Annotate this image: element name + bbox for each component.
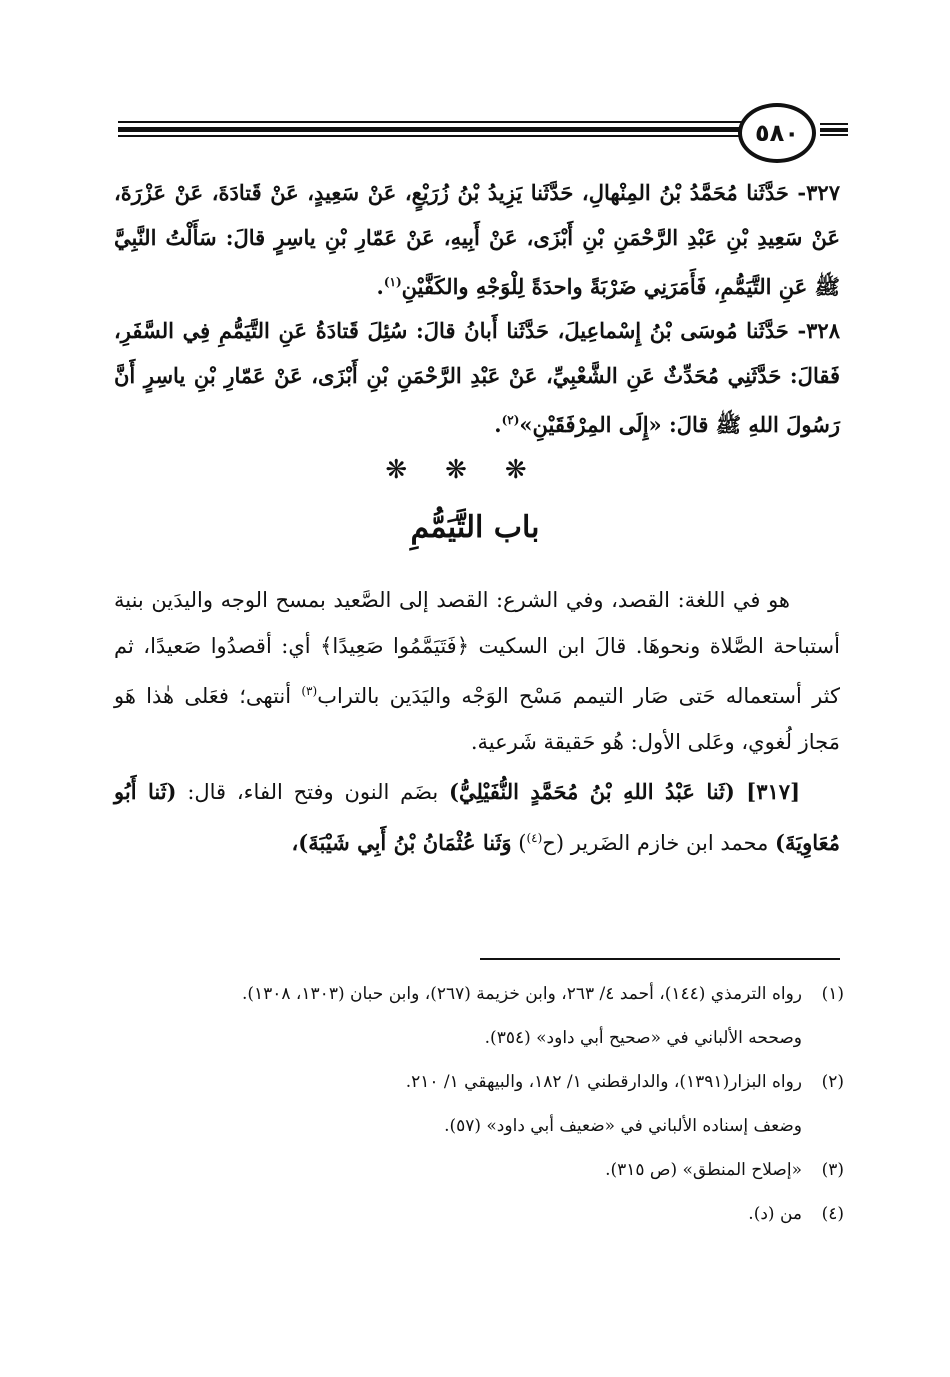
narrator-text: وَثَنا عُثْمَانُ بْنُ أَبِي شَيْبَةَ)، [291, 829, 512, 855]
footnote-number: (٣) [821, 1160, 844, 1180]
footnote-ref: (٤) [526, 830, 543, 845]
header-rule-line [820, 123, 848, 125]
footnote [114, 1104, 844, 1148]
footnote [114, 1148, 844, 1192]
narrator-text: [٣١٧] (ثَنا عَبْدُ اللهِ بْنُ مُحَمَّدٍ النُّفَيْلِيُّ) [449, 779, 800, 804]
hadith-328-text: ٣٢٨- حَدَّثَنا مُوسَى بْنُ إِسْماعِيلَ، حَدَّثَنا أَبانُ قالَ: سُئِلَ قَتادَةُ عَنِ التَّيَمُّمِ فِي السَّفَرِ، فَقالَ: حَدَّثَنِي مُحَدِّثٌ عَنِ الشَّعْبِيِّ، عَنْ عَبْدِ الرَّحْمَنِ بْنِ أَبْزَى، عَنْ عَمّارِ بْنِ ياسِرٍ أَنَّ رَسُولَ اللهِ ﷺ قالَ: «إِلَى المِرْفَقَيْنِ» [114, 318, 840, 437]
commentary-text: هو في اللغة: القصد، وفي الشرع: القصد إلى الصَّعيد بمسح الوجه واليدَين بنية أستباحة الصَّلاة ونحوهَا. قالَ ابن السكيت ﴿فَتَيَمَّمُوا صَعِيدًا﴾ أي: أقصدُوا صَعيدًا، ثم كثر أستعماله حَتى صَار التيمم مَسْح الوَجْه واليَدَين بالتراب [114, 588, 840, 708]
footnote [114, 972, 844, 1016]
commentary-text: أنتهى؛ فعَلى هٰذا هَو مَجاز لُغوي، وعَلى الأول: هُو حَقيقة شَرعية. [114, 684, 840, 754]
footnote-text: رواه البزار(١٣٩١)، والدارقطني ١/ ١٨٢، والبيهقي ١/ ٢١٠. [405, 1072, 802, 1092]
footnote-number: (٢) [821, 1072, 844, 1092]
footnote [114, 1192, 844, 1236]
footnote-divider [480, 958, 840, 960]
header-rule-line [820, 134, 848, 136]
header-rule-line [118, 135, 758, 137]
footnote [114, 1060, 844, 1104]
footnotes [114, 972, 844, 1236]
page-number: ٥٨٠ [738, 103, 816, 163]
hadith-327: ٣٢٧- حَدَّثَنا مُحَمَّدُ بْنُ المِنْهالِ، حَدَّثَنا يَزِيدُ بْنُ زُرَيْعٍ، عَنْ سَعِيدٍ، عَنْ قَتادَةَ، عَنْ عَزْرَةَ، عَنْ سَعِيدِ بْنِ عَبْدِ الرَّحْمَنِ بْنِ أَبْزَى، عَنْ أَبِيهِ، عَنْ عَمّارِ بْنِ ياسِرٍ قالَ: سَأَلْتُ النَّبِيَّ ﷺ عَنِ التَّيَمُّمِ، فَأَمَرَنِي ضَرْبَةً واحدَةً لِلْوَجْهِ والكَفَّيْنِ$^{(١)}$. [114, 180, 840, 299]
narrator-text: (ثَنا أَبُو مُعَاوِيَةَ) [114, 779, 840, 855]
header-rule [118, 118, 838, 140]
commentary-text: بضَم النون وفتح الفاء، قال: [176, 780, 450, 804]
footnote [114, 1016, 844, 1060]
commentary-text: ) [511, 830, 527, 855]
commentary-text: محمد ابن خازم الضَرير (ح [542, 830, 776, 855]
footnote-ref: (١) [383, 275, 402, 289]
header-rule-line [820, 128, 848, 132]
header-rule-line [118, 127, 758, 132]
footnote-ref: (٣) [301, 684, 318, 698]
section-separator: ❋❋❋ [385, 455, 565, 485]
footnote-number: (١) [821, 984, 844, 1004]
footnote-ref: (٢) [501, 413, 520, 427]
footnote-text: «إصلاح المنطق» (ص ٣١٥). [605, 1160, 802, 1180]
footnote-text: وصححه الألباني في «صحيح أبي داود» (٣٥٤). [484, 1028, 802, 1048]
chapter-title: باب التَّيَمُّمِ [410, 510, 540, 545]
hadith-327-text: ٣٢٧- حَدَّثَنا مُحَمَّدُ بْنُ المِنْهالِ، حَدَّثَنا يَزِيدُ بْنُ زُرَيْعٍ، عَنْ سَعِيدٍ، عَنْ قَتادَةَ، عَنْ عَزْرَةَ، عَنْ سَعِيدِ بْنِ عَبْدِ الرَّحْمَنِ بْنِ أَبْزَى، عَنْ أَبِيهِ، عَنْ عَمّارِ بْنِ ياسِرٍ قالَ: سَأَلْتُ النَّبِيَّ ﷺ عَنِ التَّيَمُّمِ، فَأَمَرَنِي ضَرْبَةً واحدَةً لِلْوَجْهِ والكَفَّيْنِ [114, 180, 840, 299]
commentary-paragraph [114, 769, 840, 866]
header-rule-line [118, 121, 758, 123]
commentary-paragraph [114, 578, 840, 765]
footnote-number: (٤) [821, 1204, 844, 1224]
commentary [114, 578, 840, 866]
footnote-text: وضعف إسناده الألباني في «ضعيف أبي داود» (٥٧). [444, 1116, 802, 1136]
footnote-text: من (د). [748, 1204, 802, 1224]
hadith-328: ٣٢٨- حَدَّثَنا مُوسَى بْنُ إِسْماعِيلَ، حَدَّثَنا أَبانُ قالَ: سُئِلَ قَتادَةُ عَنِ التَّيَمُّمِ فِي السَّفَرِ، فَقالَ: حَدَّثَنِي مُحَدِّثٌ عَنِ الشَّعْبِيِّ، عَنْ عَبْدِ الرَّحْمَنِ بْنِ أَبْزَى، عَنْ عَمّارِ بْنِ ياسِرٍ أَنَّ رَسُولَ اللهِ ﷺ قالَ: «إِلَى المِرْفَقَيْنِ»$^{(٢)}$. [114, 318, 840, 437]
footnote-text: رواه الترمذي (١٤٤)، أحمد ٤/ ٢٦٣، وابن خزيمة (٢٦٧)، وابن حبان (١٣٠٣، ١٣٠٨). [241, 984, 802, 1004]
